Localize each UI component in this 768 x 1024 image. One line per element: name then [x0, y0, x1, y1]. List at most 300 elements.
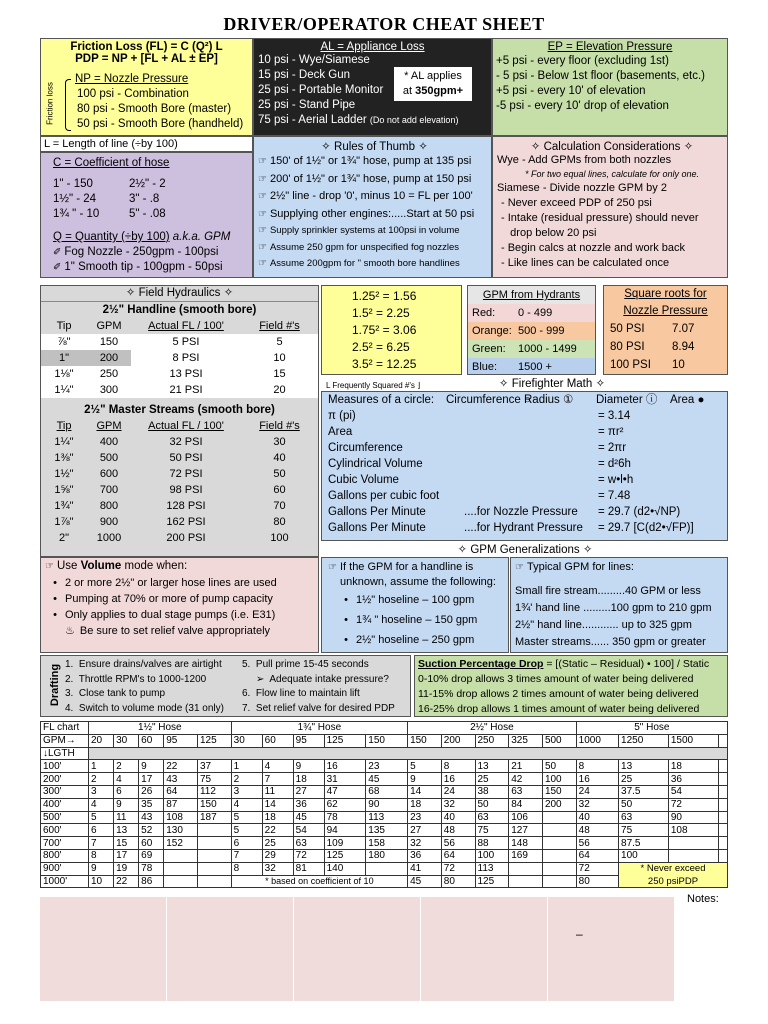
friction-side-label: Friction loss — [45, 82, 55, 125]
fl-cell: 60 — [262, 734, 293, 747]
fl-cell: 8 — [576, 760, 618, 773]
math-row: Circumference = 2πr — [328, 442, 627, 454]
fl-cell: 1000 — [576, 734, 618, 747]
table-row: 1¼" 300 21 PSI 20 — [41, 382, 318, 398]
hand-icon: ☞ — [45, 561, 54, 572]
fl-cell: 50 — [475, 798, 509, 811]
fl-chart — [40, 721, 728, 888]
fl-cell: 325 — [509, 734, 543, 747]
fl-length: 800' — [41, 849, 89, 862]
fl-cell: 37.5 — [619, 785, 669, 798]
drafting-step: 4. Switch to volume mode (31 only) — [65, 702, 224, 714]
np-bracket — [65, 79, 71, 131]
fl-cell: 30 — [114, 734, 139, 747]
volume-item: • Pumping at 70% or more of pump capacity — [53, 593, 273, 605]
hand-icon: ☞ — [258, 225, 267, 236]
fl-cell — [366, 862, 408, 875]
fl-cell: 9 — [89, 862, 114, 875]
fl-cell: 8 — [441, 760, 475, 773]
fl-cell: 75 — [197, 773, 231, 786]
fl-cell: 32 — [408, 837, 442, 850]
suction-box — [414, 655, 728, 717]
fl-group: 1½" Hose — [89, 722, 232, 735]
aerial-note: (Do not add elevation) — [369, 115, 459, 125]
fl-cell: 32 — [262, 862, 293, 875]
calc-wye: Wye - Add GPMs from both nozzles — [497, 154, 672, 166]
calc-box — [492, 136, 728, 278]
scroll-icon: ✧ — [530, 141, 541, 153]
table-row: 1" 200 8 PSI 10 — [41, 350, 318, 366]
warning-icon: ♨ — [65, 625, 75, 637]
fl-cell: 11 — [114, 811, 139, 824]
fl-cell: 23 — [408, 811, 442, 824]
hand-icon: ☞ — [258, 208, 267, 220]
notes-area — [40, 897, 674, 1001]
fl-cell: 7 — [262, 773, 293, 786]
fl-length: 100' — [41, 760, 89, 773]
coefficient-box — [40, 152, 253, 278]
fl-length: 1000' — [41, 875, 89, 888]
fl-cell: 19 — [114, 862, 139, 875]
fl-cell: 125 — [475, 875, 509, 888]
fl-cell: 36 — [408, 849, 442, 862]
fl-cell: 169 — [509, 849, 543, 862]
table-row: 1¾" 800 128 PSI 70 — [54, 500, 286, 512]
calc-item: drop below 20 psi — [501, 227, 597, 239]
hydrant-row: Red: 0 - 499 — [468, 304, 595, 322]
typical-gpm-item: Small fire stream.........40 GPM or less — [515, 585, 701, 597]
c-heading: C = Coefficient of hose — [53, 157, 170, 169]
fl-cell: 100 — [619, 849, 669, 862]
scroll-icon: ✧ — [457, 544, 468, 556]
fl-cell: 25 — [475, 773, 509, 786]
fl-cell: 24 — [441, 785, 475, 798]
fl-cell: 25 — [262, 837, 293, 850]
square-item: 1.75² = 3.06 — [352, 323, 417, 337]
fl-cell: 7 — [231, 849, 262, 862]
fl-cell: 29 — [262, 849, 293, 862]
fl-cell: 1 — [231, 760, 262, 773]
friction-loss-box — [40, 38, 253, 136]
fl-cell — [197, 875, 231, 888]
fl-cell: 112 — [197, 785, 231, 798]
fl-cell: 37 — [197, 760, 231, 773]
gpm-gen-right — [510, 557, 728, 653]
fl-cell: 125 — [324, 734, 366, 747]
al-callout — [394, 67, 472, 101]
fl-cell: 9 — [408, 773, 442, 786]
hand-icon: ☞ — [328, 562, 337, 573]
square-item: 2.5² = 6.25 — [352, 340, 410, 354]
c-row: 1½" - 24 3" - .8 — [53, 193, 160, 205]
rule-item: ☞ 150' of 1½" or 1¾" hose, pump at 135 psi — [258, 155, 472, 167]
fl-cell: 125 — [197, 734, 231, 747]
appliance-item: 25 psi - Stand Pipe — [258, 99, 356, 111]
fl-cell: 16 — [441, 773, 475, 786]
table-row: 1⅝" 700 98 PSI 60 — [54, 484, 286, 496]
fl-group: 5" Hose — [576, 722, 727, 735]
fl-cell — [164, 849, 198, 862]
fl-length: 500' — [41, 811, 89, 824]
fl-cell: 108 — [668, 824, 718, 837]
fl-cell: 17 — [139, 773, 164, 786]
rule-item: ☞ Supplying other engines:.....Start at 50 psi — [258, 207, 475, 220]
fl-cell: 2 — [89, 773, 114, 786]
fl-corner: FL chart — [41, 722, 89, 735]
fl-gpm-label: GPM→ — [41, 734, 89, 747]
fl-cell: 27 — [293, 785, 324, 798]
math-row: Gallons Per Minute ....for Nozzle Pressure = 29.7 (d2•√NP) — [328, 506, 681, 518]
never-exceed-note: * Never exceed — [619, 862, 728, 875]
fl-cell: 140 — [324, 862, 366, 875]
fl-cell: 18 — [262, 811, 293, 824]
math-heading: ✧ Firefighter Math ✧ — [498, 378, 606, 390]
fl-cell: 54 — [293, 824, 324, 837]
fl-cell: 5 — [89, 811, 114, 824]
fl-length: 900' — [41, 862, 89, 875]
length-box — [40, 136, 253, 152]
fl-cell: 84 — [509, 798, 543, 811]
typical-gpm-item: 2½" hand line............ up to 325 gpm — [515, 619, 692, 631]
squares-caption: L Frequently Squared #'s ⌋ — [326, 381, 421, 390]
fl-cell: 64 — [576, 849, 618, 862]
gpm-gen-intro: unknown, assume the following: — [340, 576, 496, 588]
fl-cell: 250 — [475, 734, 509, 747]
fl-cell: 158 — [366, 837, 408, 850]
nozzle-icon: ✐ — [53, 262, 62, 273]
scroll-icon: ✧ — [498, 378, 509, 390]
gpm-gen-item: • 1½" hoseline – 100 gpm — [344, 594, 475, 606]
fl-cell: 4 — [89, 798, 114, 811]
fl-cell: 47 — [324, 785, 366, 798]
rule-item: ☞ Assume 250 gpm for unspecified fog nozzles — [258, 241, 460, 253]
fl-cell: 16 — [576, 773, 618, 786]
fl-cell: 32 — [576, 798, 618, 811]
drafting-step: 6. Flow line to maintain lift — [242, 688, 360, 699]
fl-cell: 94 — [324, 824, 366, 837]
fl-cell: 80 — [576, 875, 618, 888]
callout-line: at 350gpm+ — [402, 85, 464, 97]
table-row: 1⅜" 500 50 PSI 40 — [54, 452, 286, 464]
hydrants-heading: GPM from Hydrants — [482, 289, 581, 301]
fl-cell: 87 — [164, 798, 198, 811]
scroll-icon: ✧ — [418, 141, 428, 153]
fl-cell — [718, 760, 727, 773]
fl-cell: 7 — [89, 837, 114, 850]
fl-cell: 130 — [164, 824, 198, 837]
fl-cell: 18 — [293, 773, 324, 786]
fl-cell: 60 — [139, 837, 164, 850]
fl-cell: 36 — [293, 798, 324, 811]
math-row: Gallons Per Minute ....for Hydrant Pressure = 29.7 [C(d2•√FP)] — [328, 522, 694, 534]
volume-item: • 2 or more 2½" or larger hose lines are used — [53, 577, 277, 589]
fl-cell: 50 — [619, 798, 669, 811]
notes-mark: – — [576, 927, 583, 941]
c-row: 1¾ " - 10 5" - .08 — [53, 208, 166, 220]
fl-cell: 42 — [509, 773, 543, 786]
fl-group: 1¾" Hose — [231, 722, 407, 735]
fl-cell: 63 — [293, 837, 324, 850]
fl-cell: 108 — [164, 811, 198, 824]
fl-cell: 150 — [408, 734, 442, 747]
fl-cell: 86 — [139, 875, 164, 888]
fl-cell: 30 — [231, 734, 262, 747]
scroll-icon: ✧ — [223, 287, 234, 299]
fl-cell: 100 — [475, 849, 509, 862]
fl-cell: 63 — [509, 785, 543, 798]
table-row: 1¼" 400 32 PSI 30 — [54, 436, 286, 448]
fl-cell — [542, 849, 576, 862]
appliance-item: 25 psi - Portable Monitor — [258, 84, 384, 96]
scroll-icon: ✧ — [683, 141, 694, 153]
fl-cell — [718, 811, 727, 824]
rules-box — [253, 136, 492, 278]
fl-cell: 62 — [324, 798, 366, 811]
rule-item: ☞ 2½" line - drop '0', minus 10 = FL per 100' — [258, 190, 473, 202]
fl-cell — [542, 862, 576, 875]
c-row: 1" - 150 2½" - 2 — [53, 178, 166, 190]
fl-cell: 6 — [89, 824, 114, 837]
scroll-icon: ✧ — [125, 287, 136, 299]
fl-cell — [718, 773, 727, 786]
volume-item: • Only applies to dual stage pumps (i.e. E31) — [53, 609, 276, 621]
table-row — [41, 837, 728, 850]
master-title: 2½" Master Streams (smooth bore) — [84, 404, 275, 416]
fl-cell: 150 — [542, 785, 576, 798]
fl-cell: 60 — [139, 734, 164, 747]
fl-length: 600' — [41, 824, 89, 837]
fl-cell: 9 — [139, 760, 164, 773]
fl-cell: 75 — [475, 824, 509, 837]
field-hydraulics-box — [40, 285, 319, 557]
fl-cell: 80 — [441, 875, 475, 888]
gpm-gen-item: • 1¾ " hoseline – 150 gpm — [344, 614, 478, 626]
root-row: 100 PSI 10 — [610, 359, 685, 371]
appliance-heading: AL = Appliance Loss — [320, 41, 425, 53]
table-row — [41, 824, 728, 837]
fl-cell: 32 — [441, 798, 475, 811]
fl-cell: 40 — [441, 811, 475, 824]
hand-icon: ☞ — [258, 156, 267, 167]
square-item: 3.5² = 12.25 — [352, 357, 417, 371]
fl-cell: 95 — [293, 734, 324, 747]
fl-cell: 35 — [139, 798, 164, 811]
table-row: 1½" 600 72 PSI 50 — [54, 468, 286, 480]
fl-cell: 4 — [262, 760, 293, 773]
fl-cell — [164, 875, 198, 888]
calc-wye-note: * For two equal lines, calculate for only one. — [524, 169, 700, 179]
math-row: Cylindrical Volume = d²6h — [328, 458, 631, 470]
fl-cell: 21 — [509, 760, 543, 773]
fl-cell: 41 — [408, 862, 442, 875]
roots-box — [603, 285, 728, 375]
squares-box — [321, 285, 462, 375]
gpm-gen-heading: ✧ GPM Generalizations ✧ — [457, 544, 593, 556]
np-item: 50 psi - Smooth Bore (handheld) — [77, 118, 244, 130]
drafting-step: 3. Close tank to pump — [65, 688, 166, 699]
root-row: 80 PSI 8.94 — [610, 341, 695, 353]
elevation-heading: EP = Elevation Pressure — [547, 41, 673, 53]
fl-cell: 5 — [408, 760, 442, 773]
hand-icon: ☞ — [515, 562, 524, 573]
hand-icon: ☞ — [258, 258, 267, 269]
table-row: 1⅞" 900 162 PSI 80 — [54, 516, 286, 528]
table-row: Tip GPM Actual FL / 100' Field #'s — [56, 420, 300, 432]
drafting-step: ➢ Adequate intake pressure? — [256, 673, 389, 685]
drafting-step: 5. Pull prime 15-45 seconds — [242, 659, 369, 670]
fl-cell: 18 — [668, 760, 718, 773]
fl-cell: 10 — [89, 875, 114, 888]
fl-cell: 38 — [475, 785, 509, 798]
fl-cell: 150 — [197, 798, 231, 811]
fl-cell: 200 — [441, 734, 475, 747]
fl-cell: 127 — [509, 824, 543, 837]
fl-cell: 14 — [262, 798, 293, 811]
notes-label: Notes: — [687, 893, 719, 905]
fl-coef-note: * based on coefficient of 10 — [231, 875, 407, 888]
fl-cell — [718, 734, 727, 747]
fl-cell: 9 — [293, 760, 324, 773]
fl-cell: 180 — [366, 849, 408, 862]
fl-cell: 43 — [164, 773, 198, 786]
never-exceed-note: 250 psiPDP — [619, 875, 728, 888]
fl-cell: 72 — [441, 862, 475, 875]
fl-cell: 106 — [509, 811, 543, 824]
square-item: 1.5² = 2.25 — [352, 306, 410, 320]
fl-cell: 95 — [164, 734, 198, 747]
fl-cell — [718, 849, 727, 862]
table-row — [41, 862, 728, 875]
fl-cell — [509, 862, 543, 875]
table-row — [41, 785, 728, 798]
fl-cell: 54 — [668, 785, 718, 798]
fl-cell: 56 — [576, 837, 618, 850]
fl-cell: 100 — [542, 773, 576, 786]
np-heading: NP = Nozzle Pressure — [75, 73, 189, 85]
fl-cell: 25 — [619, 773, 669, 786]
roots-heading: Nozzle Pressure — [623, 305, 708, 317]
fl-cell: 24 — [576, 785, 618, 798]
fl-cell: 11 — [262, 785, 293, 798]
volume-box — [40, 557, 319, 653]
nozzle-icon: ✐ — [53, 247, 62, 258]
fl-cell: 22 — [262, 824, 293, 837]
fl-cell — [197, 837, 231, 850]
fl-cell: 72 — [668, 798, 718, 811]
typical-gpm-item: Master streams...... 350 gpm or greater — [515, 636, 706, 648]
fl-cell: 3 — [231, 785, 262, 798]
math-row: Gallons per cubic foot = 7.48 — [328, 490, 631, 502]
fl-cell — [542, 837, 576, 850]
hydrant-row: Green: 1000 - 1499 — [468, 340, 595, 358]
elevation-item: -5 psi - every 10' drop of elevation — [496, 100, 669, 112]
calc-item: - Begin calcs at nozzle and work back — [501, 242, 686, 254]
suction-item: 0-10% drop allows 3 times amount of water being delivered — [418, 672, 694, 685]
fl-cell — [668, 849, 718, 862]
fl-cell: 78 — [324, 811, 366, 824]
fl-group: 2½" Hose — [408, 722, 577, 735]
table-row — [41, 773, 728, 786]
drafting-step: 2. Throttle RPM's to 1000-1200 — [65, 673, 207, 685]
fl-cell — [718, 837, 727, 850]
elevation-box — [492, 38, 728, 136]
fl-cell: 8 — [231, 862, 262, 875]
hydrant-row: Blue: 1500 + — [468, 358, 595, 375]
fl-cell: 68 — [366, 785, 408, 798]
fl-cell: 27 — [408, 824, 442, 837]
fl-cell: 135 — [366, 824, 408, 837]
fl-cell — [542, 811, 576, 824]
np-list — [77, 87, 243, 132]
rules-heading: ✧ Rules of Thumb ✧ — [321, 141, 428, 153]
fl-cell: 5 — [231, 811, 262, 824]
table-row — [41, 849, 728, 862]
fl-cell: 1250 — [619, 734, 669, 747]
fl-cell: 200 — [542, 798, 576, 811]
fl-cell: 48 — [576, 824, 618, 837]
fl-cell: 45 — [293, 811, 324, 824]
elevation-item: +5 psi - every 10' of elevation — [496, 85, 646, 97]
hand-icon: ☞ — [258, 173, 267, 185]
fl-cell: 109 — [324, 837, 366, 850]
table-row: ⅞" 150 5 PSI 5 — [41, 334, 318, 350]
fl-cell — [197, 849, 231, 862]
page-title: DRIVER/OPERATOR CHEAT SHEET — [223, 14, 545, 34]
fl-cell: 23 — [366, 760, 408, 773]
q-item: ✐ Fog Nozzle - 250gpm - 100psi — [53, 246, 219, 258]
fl-cell: 9 — [114, 798, 139, 811]
table-row: 1⅛" 250 13 PSI 15 — [41, 366, 318, 382]
fl-cell: 45 — [408, 875, 442, 888]
drafting-step: 1. Ensure drains/valves are airtight — [65, 659, 222, 670]
np-item: 80 psi - Smooth Bore (master) — [77, 103, 232, 115]
fl-cell: 90 — [366, 798, 408, 811]
fl-cell: 72 — [293, 849, 324, 862]
fl-cell: 45 — [366, 773, 408, 786]
fl-cell: 22 — [164, 760, 198, 773]
root-row: 50 PSI 7.07 — [610, 323, 695, 335]
table-row: 2" 1000 200 PSI 100 — [58, 532, 289, 544]
fl-cell: 88 — [475, 837, 509, 850]
fl-cell: 63 — [475, 811, 509, 824]
fl-cell: 148 — [509, 837, 543, 850]
appliance-loss-box — [253, 38, 492, 136]
rule-item: ☞ Supply sprinkler systems at 100psi in volume — [258, 225, 460, 236]
fl-cell: 1 — [89, 760, 114, 773]
math-row: π (pi) = 3.14 — [328, 410, 631, 422]
fl-cell: 2 — [114, 760, 139, 773]
fl-cell: 5 — [231, 824, 262, 837]
fl-cell: 75 — [619, 824, 669, 837]
fl-cell: 63 — [619, 811, 669, 824]
fl-cell: 6 — [114, 785, 139, 798]
fl-cell: 1500 — [668, 734, 718, 747]
fl-length: 400' — [41, 798, 89, 811]
fl-cell: 150 — [366, 734, 408, 747]
field-heading: ✧ Field Hydraulics ✧ — [41, 286, 318, 302]
fl-cell: 13 — [619, 760, 669, 773]
calc-item: - Never exceed PDP of 250 psi — [501, 197, 652, 209]
fl-length: 200' — [41, 773, 89, 786]
callout-line: * AL applies — [404, 70, 462, 82]
typical-gpm-heading: ☞ Typical GPM for lines: — [515, 561, 634, 573]
fl-cell — [197, 824, 231, 837]
handline-title: 2½" Handline (smooth bore) — [102, 304, 257, 316]
fl-cell — [509, 875, 543, 888]
drafting-box — [40, 655, 411, 717]
fl-cell: 18 — [408, 798, 442, 811]
hand-icon: ☞ — [258, 191, 267, 202]
